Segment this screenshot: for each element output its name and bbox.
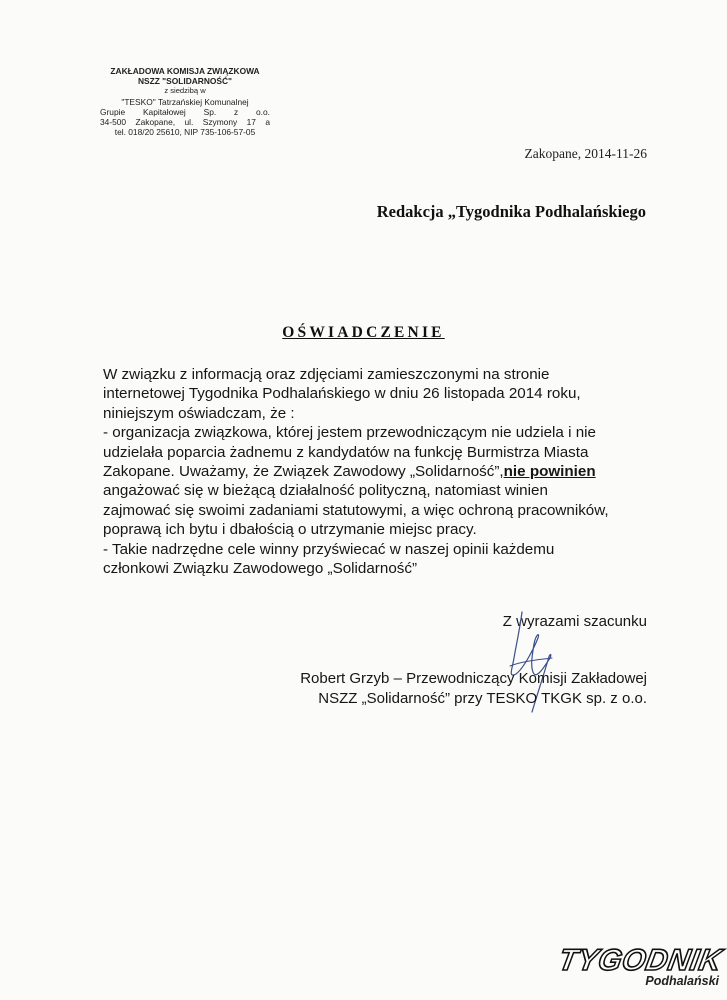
body-line: W związku z informacją oraz zdjęciami zamieszczonymi na stronie: [103, 366, 550, 383]
body-line: zajmować się swoimi zadaniami statutowymi, a więc ochroną pracowników,: [103, 501, 609, 519]
body-line-text: Zakopane. Uważamy, że Związek Zawodowy „Solidarność”,: [103, 463, 504, 481]
body-line: poprawą ich bytu i dbałością o utrzymanie miejsc pracy.: [103, 521, 477, 539]
organization-stamp: [100, 66, 270, 137]
stamp-line-5: Grupie Kapitałowej Sp. z o.o.: [100, 106, 270, 117]
emphasized-phrase: nie powinien: [503, 463, 596, 481]
logo-main-text: TYGODNIK: [555, 944, 724, 977]
body-line: internetowej Tygodnika Podhalańskiego w dniu 26 listopada 2014 roku,: [103, 385, 581, 403]
stamp-line-1: ZAKŁADOWA KOMISJA ZWIĄZKOWA: [110, 66, 260, 76]
signatory-block: [300, 669, 647, 708]
document-heading: OŚWIADCZENIE: [282, 324, 445, 341]
letter-body: [103, 365, 648, 578]
body-line: niniejszym oświadczam, że :: [103, 404, 295, 422]
stamp-line-7: tel. 018/20 25610, NIP 735-106-57-05: [114, 127, 256, 138]
signatory-line-1: Robert Grzyb – Przewodniczący Komisji Zakładowej: [300, 670, 647, 687]
closing-phrase: Z wyrazami szacunku: [502, 613, 647, 630]
body-line: angażować się w bieżącą działalność polityczną, natomiast winien: [103, 482, 548, 500]
body-line: - Takie nadrzędne cele winny przyświecać w naszej opinii każdemu: [103, 540, 555, 558]
recipient: Redakcja „Tygodnika Podhalańskiego: [376, 202, 646, 221]
tygodnik-logo: [541, 944, 724, 992]
logo-sub-text: Podhalański: [645, 974, 719, 988]
stamp-line-2: NSZZ "SOLIDARNOŚĆ": [137, 76, 233, 87]
body-line: [103, 462, 648, 481]
stamp-line-6: 34-500 Zakopane, ul. Szymony 17 a: [100, 117, 270, 128]
body-line: - organizacja związkowa, której jestem przewodniczącym nie udziela i nie: [103, 424, 596, 442]
letter-date: Zakopane, 2014-11-26: [524, 146, 647, 161]
body-line: członkowi Związku Zawodowego „Solidarność”: [103, 560, 418, 578]
body-line: udzielała poparcia żadnemu z kandydatów na funkcję Burmistrza Miasta: [103, 443, 589, 461]
signatory-line-2: NSZZ „Solidarność” przy TESKO TKGK sp. z o.o.: [318, 689, 647, 707]
stamp-line-4: "TESKO" Tatrzańskiej Komunalnej: [121, 96, 249, 107]
stamp-line-3: z siedzibą w: [164, 86, 206, 96]
